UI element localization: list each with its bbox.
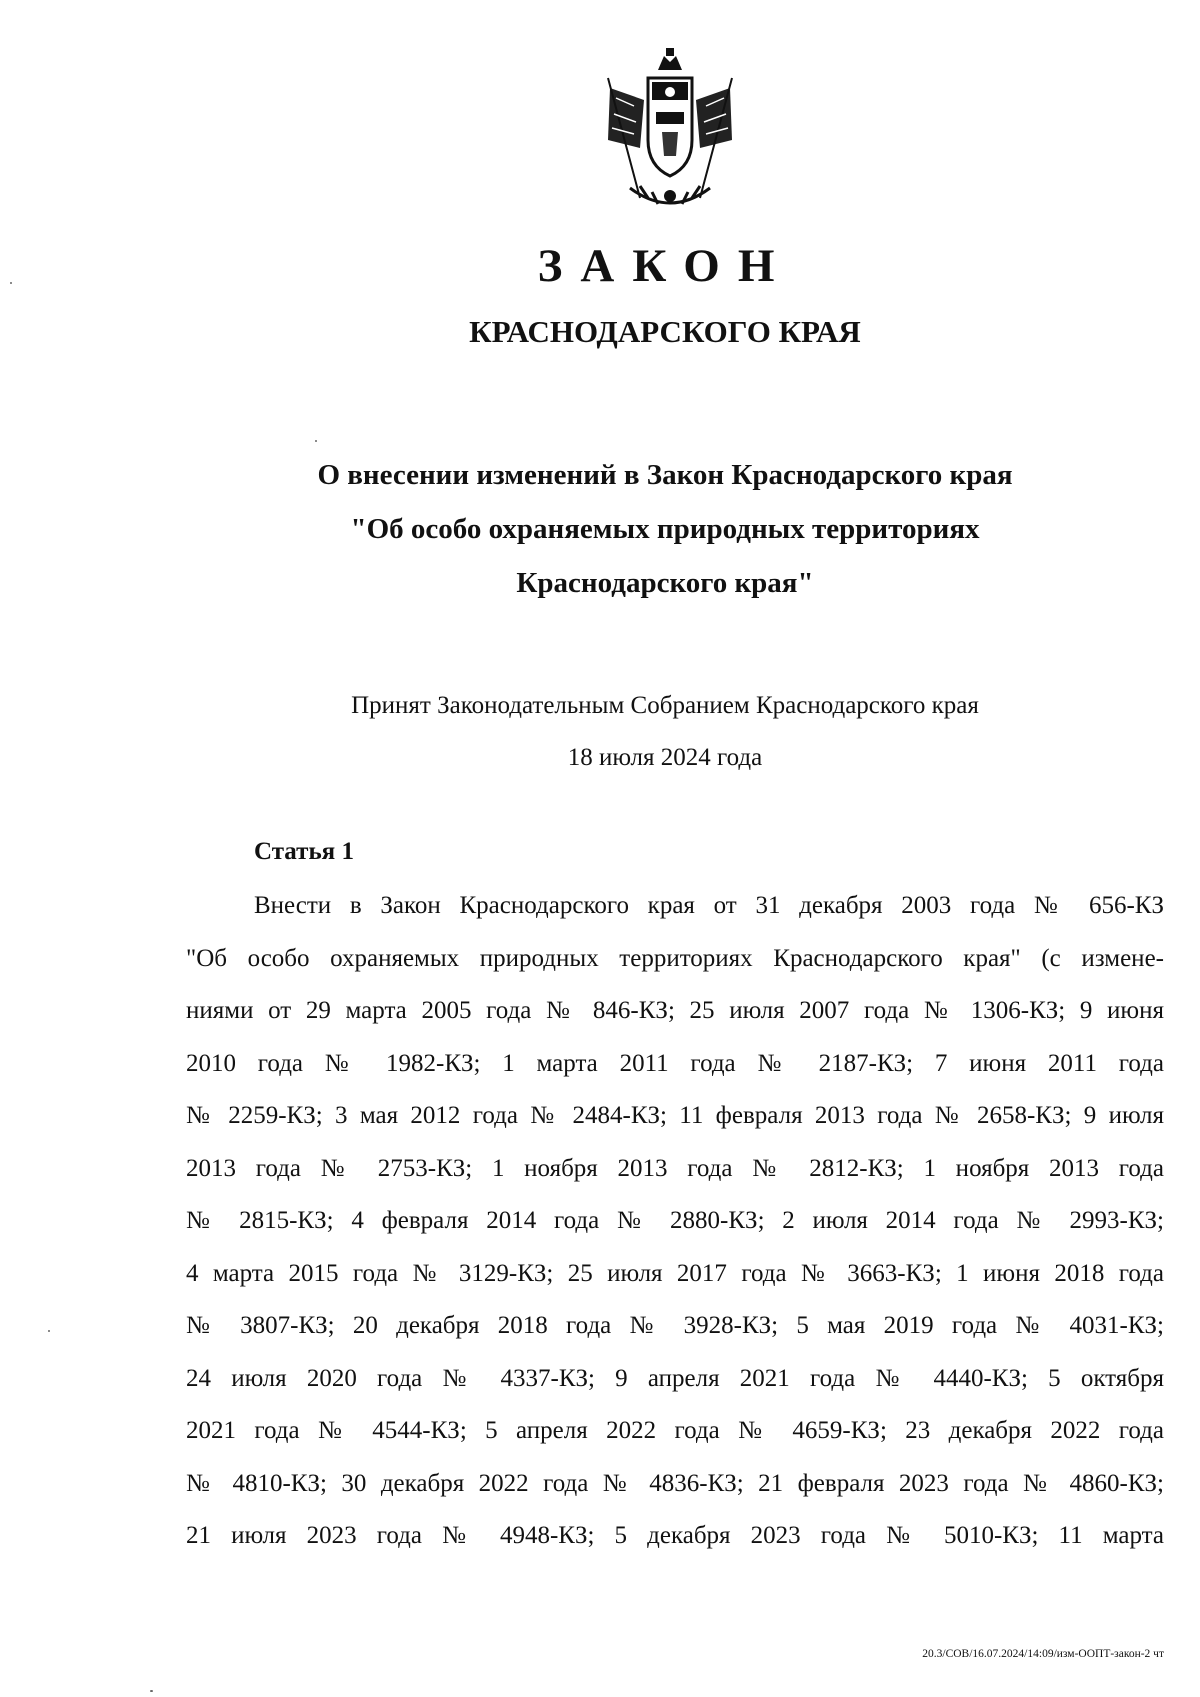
article-line: 2021 года № 4544-КЗ; 5 апреля 2022 года № 4659-КЗ; 23 декабря 2022 года [186,1417,1164,1444]
article-line: 24 июля 2020 года № 4337-КЗ; 9 апреля 2021 года № 4440-КЗ; 5 октября [186,1364,1164,1392]
article-title: Статья 1 [254,838,354,865]
adoption-info [230,680,1100,784]
adoption-date: 18 июля 2024 года [567,744,763,771]
law-name [230,448,1100,610]
article-line: ниями от 29 марта 2005 года № 846-КЗ; 25 июля 2007 года № 1306-КЗ; 9 июня [186,997,1164,1024]
document-title: ЗАКОН [537,240,793,292]
article-line: 2013 года № 2753-КЗ; 1 ноября 2013 года № 2812-КЗ; 1 ноября 2013 года [186,1154,1164,1182]
document-subtitle: КРАСНОДАРСКОГО КРАЯ [469,314,861,349]
law-name-line: О внесении изменений в Закон Краснодарского края [317,459,1013,491]
article-line: 21 июля 2023 года № 4948-КЗ; 5 декабря 2023 года № 5010-КЗ; 11 марта [186,1522,1164,1549]
article-line: 2010 года № 1982-КЗ; 1 марта 2011 года № 2187-КЗ; 7 июня 2011 года [186,1049,1164,1077]
article-body [186,880,1164,1563]
article-line: № 3807-КЗ; 20 декабря 2018 года № 3928-КЗ; 5 мая 2019 года № 4031-КЗ; [186,1312,1164,1339]
scan-speck [150,1690,153,1692]
article-line: № 2259-КЗ; 3 мая 2012 года № 2484-КЗ; 11 февраля 2013 года № 2658-КЗ; 9 июля [186,1102,1164,1129]
law-name-line: Краснодарского края" [516,567,814,599]
scan-speck [48,1330,50,1332]
adoption-body: Принят Законодательным Собранием Краснодарского края [351,692,979,719]
document-code: 20.3/СОВ/16.07.2024/14:09/изм-ООПТ-закон-2 чт [922,1648,1164,1660]
law-name-line: "Об особо охраняемых природных территориях [350,513,980,545]
scan-speck [10,282,12,284]
coat-of-arms-emblem [600,48,740,216]
scan-speck [315,440,317,442]
article-line: № 2815-КЗ; 4 февраля 2014 года № 2880-КЗ; 2 июля 2014 года № 2993-КЗ; [186,1207,1164,1234]
article-line: 4 марта 2015 года № 3129-КЗ; 25 июля 2017 года № 3663-КЗ; 1 июня 2018 года [186,1259,1164,1287]
article-line: "Об особо охраняемых природных территориях Краснодарского края" (с измене- [186,944,1164,972]
article-line: № 4810-КЗ; 30 декабря 2022 года № 4836-КЗ; 21 февраля 2023 года № 4860-КЗ; [186,1469,1164,1497]
article-line: Внести в Закон Краснодарского края от 31 декабря 2003 года № 656-КЗ [254,892,1164,919]
